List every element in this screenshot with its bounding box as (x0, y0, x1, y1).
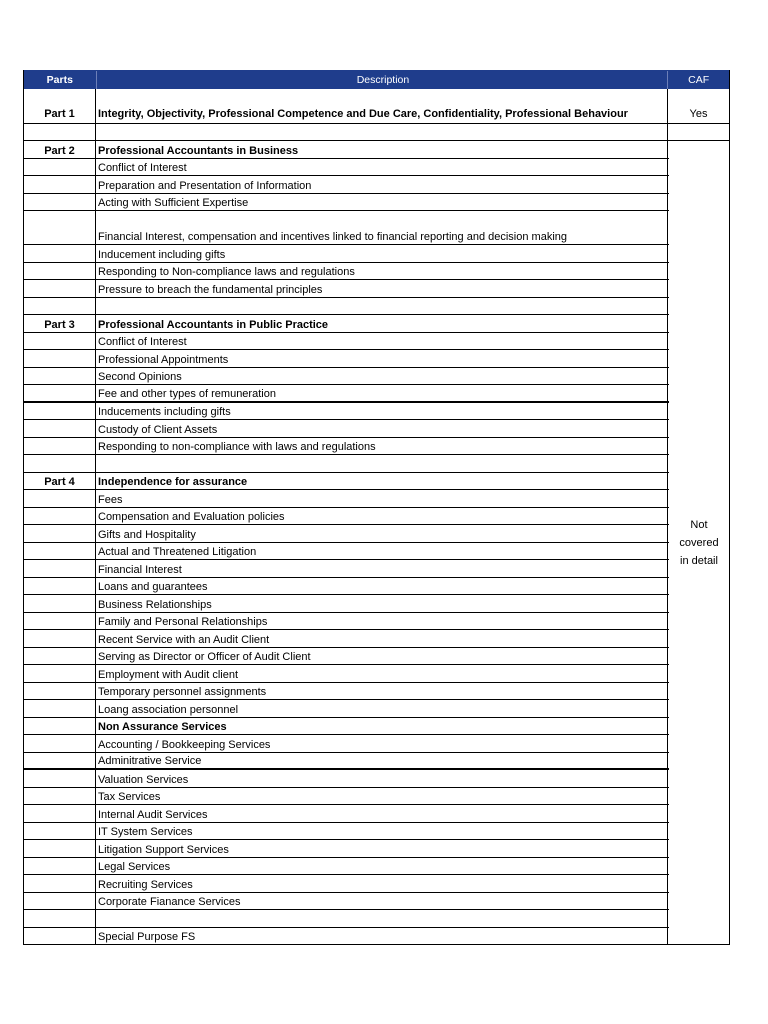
part-label (24, 700, 96, 717)
description-cell: Second Opinions (96, 368, 668, 385)
part-label (24, 823, 96, 840)
part-label (24, 438, 96, 455)
part-label (24, 176, 96, 193)
part-label (24, 648, 96, 665)
part-label (24, 735, 96, 752)
part-label (24, 543, 96, 560)
part-label (24, 788, 96, 805)
part-label (24, 595, 96, 612)
part-label (24, 245, 96, 262)
table-row (24, 700, 729, 718)
description-cell: Accounting / Bookkeeping Services (96, 735, 668, 752)
table-row (24, 735, 729, 753)
part-label: Part 3 (24, 315, 96, 332)
description-cell (96, 455, 668, 472)
header-parts: Parts (24, 71, 97, 89)
part-label (24, 875, 96, 892)
description-cell: Inducement including gifts (96, 245, 668, 262)
table-row (24, 665, 729, 683)
part-label (24, 263, 96, 280)
table-row (24, 315, 729, 333)
description-cell: Adminitrative Service (96, 753, 668, 769)
table-row (24, 473, 729, 491)
table-row (24, 508, 729, 526)
table-row (24, 928, 729, 946)
part-label (24, 159, 96, 176)
table-row (24, 910, 729, 928)
table-row (24, 595, 729, 613)
not-covered-line1: Not (690, 518, 708, 531)
description-cell: Responding to non-compliance with laws and regulations (96, 438, 668, 455)
part-label (24, 928, 96, 945)
table-row (24, 648, 729, 666)
table-row (24, 245, 729, 263)
part-label (24, 280, 96, 297)
description-cell: Acting with Sufficient Expertise (96, 194, 668, 211)
table-row (24, 455, 729, 473)
description-cell: Loans and guarantees (96, 578, 668, 595)
table-row (24, 753, 729, 771)
table-row (24, 159, 729, 177)
section-title: Independence for assurance (96, 473, 668, 490)
part-label (24, 420, 96, 437)
table-row (24, 420, 729, 438)
table-row (24, 263, 729, 281)
description-cell: Custody of Client Assets (96, 420, 668, 437)
description-cell: Fees (96, 490, 668, 507)
part-label (24, 805, 96, 822)
ethics-table (23, 70, 728, 945)
description-cell: Business Relationships (96, 595, 668, 612)
table-row (24, 490, 729, 508)
table-row (24, 280, 729, 298)
header-description: Description (97, 71, 669, 89)
table-row (24, 124, 729, 141)
table-row (24, 350, 729, 368)
not-covered-cell (669, 141, 729, 944)
part-label (24, 613, 96, 630)
part-label (24, 525, 96, 542)
description-cell: Loang association personnel (96, 700, 668, 717)
part-label (24, 910, 96, 927)
part-label (24, 858, 96, 875)
table-row (24, 613, 729, 631)
description-cell: Fee and other types of remuneration (96, 385, 668, 401)
table-row (24, 194, 729, 212)
part-label (24, 508, 96, 525)
table-row (24, 211, 729, 245)
part-label (24, 840, 96, 857)
table-row (24, 176, 729, 194)
table-row (24, 875, 729, 893)
part-label (24, 350, 96, 367)
header-caf: CAF (688, 74, 710, 86)
table-row (24, 630, 729, 648)
part-label (24, 683, 96, 700)
description-cell: Tax Services (96, 788, 668, 805)
description-cell: Pressure to breach the fundamental principles (96, 280, 668, 297)
description-cell (96, 298, 668, 315)
part-label: Part 2 (24, 141, 96, 158)
section-title: Professional Accountants in Public Practice (96, 315, 668, 332)
part-label (24, 630, 96, 647)
part-label (24, 211, 96, 244)
part-label (24, 403, 96, 420)
part-label (24, 298, 96, 315)
description-cell: Internal Audit Services (96, 805, 668, 822)
description-cell: Litigation Support Services (96, 840, 668, 857)
table-row (24, 560, 729, 578)
description-cell: Corporate Fianance Services (96, 893, 668, 910)
description-cell: Valuation Services (96, 770, 668, 787)
section-title: Professional Accountants in Business (96, 141, 668, 158)
caf-value: Yes (689, 108, 708, 120)
description-cell: Inducements including gifts (96, 403, 668, 420)
table-row (24, 840, 729, 858)
part-description: Integrity, Objectivity, Professional Competence and Due Care, Confidentiality, Professional Behaviour (96, 89, 668, 123)
table-row (24, 718, 729, 736)
table-row (24, 438, 729, 456)
section-title: Non Assurance Services (96, 718, 668, 735)
description-cell: Legal Services (96, 858, 668, 875)
table-row (24, 578, 729, 596)
table-row (24, 543, 729, 561)
table-row (24, 89, 729, 124)
description-cell: Recruiting Services (96, 875, 668, 892)
description-cell: Compensation and Evaluation policies (96, 508, 668, 525)
part-label (24, 770, 96, 787)
description-cell: Serving as Director or Officer of Audit Client (96, 648, 668, 665)
part-label (24, 368, 96, 385)
description-cell: Professional Appointments (96, 350, 668, 367)
description-cell: Responding to Non-compliance laws and regulations (96, 263, 668, 280)
table-grid (23, 70, 730, 945)
part-label (24, 194, 96, 211)
not-covered-line2: covered (679, 536, 719, 549)
part-label (24, 578, 96, 595)
table-body (24, 141, 729, 945)
part-label (24, 718, 96, 735)
table-row (24, 823, 729, 841)
description-cell: Family and Personal Relationships (96, 613, 668, 630)
table-row (24, 683, 729, 701)
description-cell: Gifts and Hospitality (96, 525, 668, 542)
part-label (24, 385, 96, 401)
part-label: Part 1 (24, 89, 96, 123)
part-label (24, 455, 96, 472)
table-row (24, 893, 729, 911)
description-cell: Conflict of Interest (96, 159, 668, 176)
not-covered-line3: in detail (680, 554, 718, 567)
table-row (24, 858, 729, 876)
description-cell: Preparation and Presentation of Information (96, 176, 668, 193)
part-label (24, 490, 96, 507)
table-row (24, 333, 729, 351)
part-label (24, 560, 96, 577)
description-cell: Conflict of Interest (96, 333, 668, 350)
part-label (24, 893, 96, 910)
table-row (24, 805, 729, 823)
description-cell: Actual and Threatened Litigation (96, 543, 668, 560)
description-cell: Financial Interest (96, 560, 668, 577)
table-row (24, 403, 729, 421)
description-cell: Temporary personnel assignments (96, 683, 668, 700)
description-cell: Special Purpose FS (96, 928, 668, 945)
table-row (24, 298, 729, 316)
part-label (24, 665, 96, 682)
table-row (24, 368, 729, 386)
part-label: Part 4 (24, 473, 96, 490)
part-label (24, 333, 96, 350)
table-header (24, 70, 729, 89)
description-cell: Recent Service with an Audit Client (96, 630, 668, 647)
table-row (24, 525, 729, 543)
table-row (24, 770, 729, 788)
description-cell: Financial Interest, compensation and incentives linked to financial reporting and decision making (96, 211, 668, 244)
description-cell: Employment with Audit client (96, 665, 668, 682)
part-label (24, 753, 96, 769)
description-cell: IT System Services (96, 823, 668, 840)
table-row (24, 385, 729, 403)
table-row (24, 788, 729, 806)
table-row (24, 141, 729, 159)
description-cell (96, 910, 668, 927)
